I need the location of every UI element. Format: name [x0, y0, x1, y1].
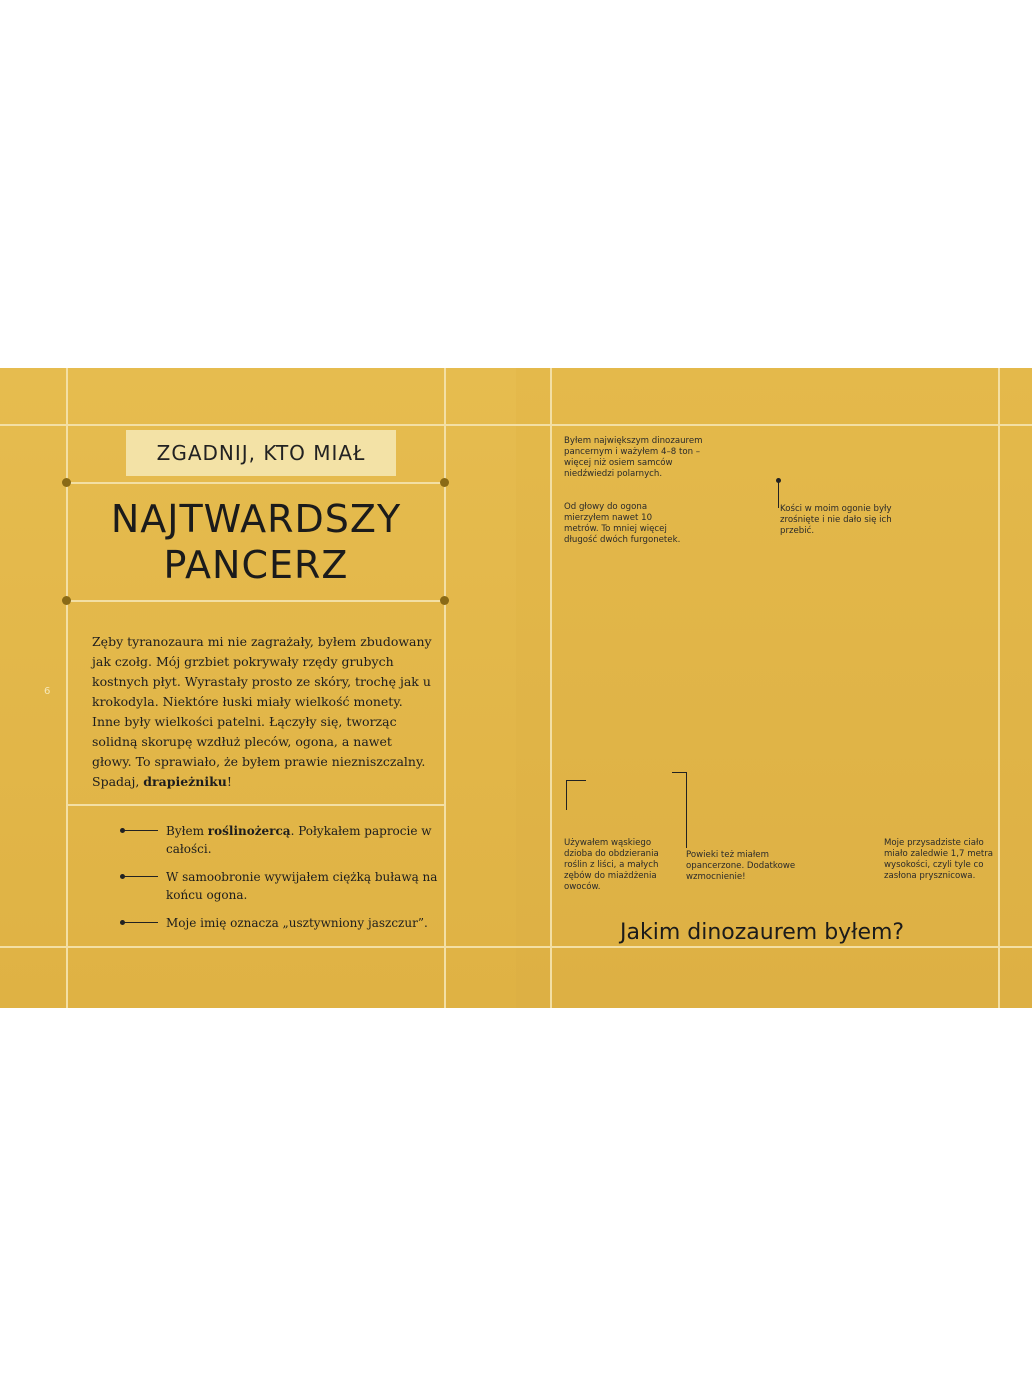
body-paragraph: [92, 632, 432, 792]
title-line-1: NAJTWARDSZY: [110, 497, 402, 541]
bullet-text-end: . Połykałem paprocie w całości.: [166, 824, 432, 856]
title-label-box: [126, 430, 396, 476]
note-length: Od głowy do ogona mierzyłem nawet 10 metrów. To mniej więcej długość dwóch furgonetek.: [564, 502, 681, 545]
bullet-bold: roślinożercą: [207, 824, 291, 838]
grid-line: [998, 368, 1000, 1008]
bullet-text: Byłem: [166, 824, 208, 838]
fact-bullet: [122, 868, 456, 904]
callout-line: [686, 772, 687, 848]
grid-line: [0, 946, 516, 948]
fact-bullet: [122, 914, 456, 932]
pin-dot: [62, 478, 71, 487]
note-eyelids: Powieki też miałem opancerzone. Dodatkowe wzmocnienie!: [686, 850, 796, 882]
grid-line: [66, 368, 68, 1008]
grid-line: [516, 946, 1032, 948]
question-heading: Jakim dinozaurem byłem?: [620, 920, 905, 945]
callout-dot: [776, 478, 781, 483]
right-page: [516, 368, 1032, 1008]
note-size: Byłem największym dinozaurem pancernym i ważyłem 4–8 ton – więcej niż osiem samców niedźwiedzi polarnych.: [564, 436, 703, 479]
pin-dot: [440, 478, 449, 487]
callout-line: [778, 480, 779, 508]
body-text-bold: drapieżniku: [143, 774, 227, 789]
grid-line: [68, 600, 444, 602]
page-title: [66, 496, 446, 588]
note-tail: Kości w moim ogonie były zrośnięte i nie dało się ich przebić.: [780, 504, 892, 536]
fact-bullet: [122, 822, 456, 858]
grid-line: [550, 368, 552, 1008]
grid-line: [444, 368, 446, 1008]
bullet-text: W samoobronie wywijałem ciężką buławą na końcu ogona.: [166, 870, 438, 902]
grid-line: [68, 482, 444, 484]
callout-line: [566, 780, 586, 781]
left-page: [0, 368, 516, 1008]
pin-dot: [440, 596, 449, 605]
page-number: 6: [44, 686, 51, 697]
bullet-text: Moje imię oznacza „usztywniony jaszczur”.: [166, 916, 428, 930]
title-small: ZGADNIJ, KTO MIAŁ: [156, 441, 366, 465]
body-text-end: !: [226, 774, 232, 789]
body-text-part: Zęby tyranozaura mi nie zagrażały, byłem zbudowany jak czołg. Mój grzbiet pokrywały rzędy grubych kostnych płyt. Wyrastały prosto ze skóry, trochę jak u krokodyla. Niektóre łuski miały wielkość monety. Inne były wielkości patelni. Łączyły się, tworząc solidną skorupę wzdłuż pleców, ogona, a nawet głowy. To sprawiało, że byłem prawie niezniszczalny. Spadaj,: [92, 634, 432, 789]
grid-line: [68, 804, 444, 806]
title-line-2: PANCERZ: [163, 543, 349, 587]
grid-line: [0, 424, 516, 426]
book-spread: [0, 368, 1032, 1008]
note-beak: Używałem wąskiego dzioba do obdzierania roślin z liści, a małych zębów do miażdżenia owoców.: [564, 838, 659, 892]
callout-line: [566, 780, 567, 810]
grid-line: [516, 424, 1032, 426]
callout-line: [672, 772, 686, 773]
pin-dot: [62, 596, 71, 605]
note-height: Moje przysadziste ciało miało zaledwie 1,7 metra wysokości, czyli tyle co zasłona prysznicowa.: [884, 838, 994, 881]
